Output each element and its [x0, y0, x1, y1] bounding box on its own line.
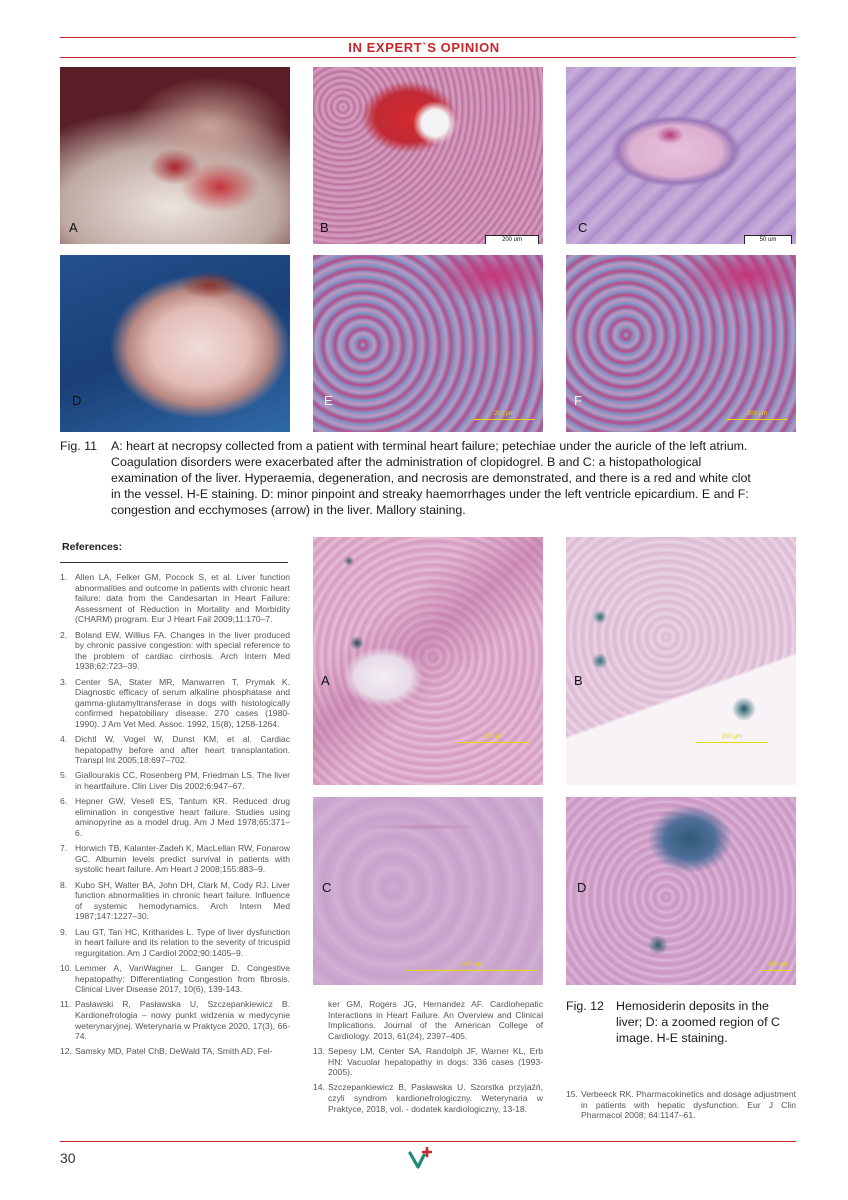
fig11-panel-d-letter: D [72, 393, 82, 408]
fig11-panel-b-letter: B [320, 220, 329, 235]
reference-item: 12. Samsky MD, Patel ChB, DeWald TA, Smith AD, Fel- [60, 1046, 273, 1057]
fig11-panel-c-letter: C [578, 220, 588, 235]
reference-item: ker GM, Rogers JG, Hernandez AF. Cardiohepatic Interactions in Heart Failure. An Overview and Clinical Implications. Journal of the American College of Cardiology. 2013, 61(24), 2397–405. [328, 999, 543, 1041]
fig12-panel-c-micrograph [313, 797, 543, 985]
fig11-panel-e-letter: E [324, 393, 333, 408]
fig11-panel-f-scale-bar: 200 µm [726, 410, 788, 420]
fig12-caption-label: Fig. 12 [566, 999, 604, 1013]
references-column-3 [566, 1089, 796, 1125]
fig12-panel-b-scale-bar: 200 µm [696, 733, 768, 743]
reference-item: 10. Lemmer A, VanWagner L. Ganger D. Congestive hepatopathy: Differentiating Congestion from fibrosis. Clinical Liver Disease 2017, 10(6), 139-143. [60, 962, 290, 995]
reference-item: 4. Dichtl W, Vogel W, Dunst KM, et al. Cardiac hepatopathy before and after heart transplantation. Transpl Int 2005;18:697–702. [60, 734, 290, 766]
fig12-panel-c-letter: C [322, 880, 332, 895]
reference-item: 3. Center SA, Stater MR, Manwarren T, Prymak K. Diagnostic efficacy of serum alkaline phosphatase and gamma-glutamyltransferase in dogs with histologically confirmed hepatobiliary disease: 270 cases (1980-1990). J Am Vet Med. Assoc. 1992, 15(8), 1258-1264. [60, 676, 290, 729]
reference-item: 9. Lau GT, Tan HC, Kritharides L. Type of liver dysfunction in heart failure and its relation to the severity of tricuspid regurgitation. Am J Cardiol 2002;90:1405–9. [60, 926, 290, 958]
references-heading: References: [62, 541, 123, 553]
reference-item: 11. Pasławski R, Pasławska U, Szczepankiewicz B. Kardionefrologia – nowy punkt widzenia w medycynie weterynaryjnej. Weterynaria w Praktyce 2020, 17(3), 66-74. [60, 999, 290, 1042]
fig11-panel-c-scale-bar: 50 um [744, 235, 792, 244]
fig11-panel-e-scale-bar: 200 µm [473, 410, 535, 420]
fig12-panel-d-micrograph [566, 797, 796, 985]
fig12-panel-c-scale-bar: 2.0 mm [405, 961, 537, 971]
fig12-panel-b-letter: B [574, 673, 583, 688]
fig11-panel-d-photo [60, 255, 290, 432]
fig11-panel-e-micrograph [313, 255, 543, 432]
fig11-panel-a-letter: A [69, 220, 78, 235]
reference-item: 5. Giallourakis CC, Rosenberg PM, Friedman LS. The liver in heartfailure. Clin Liver Dis 2002;6:947–67. [60, 770, 290, 792]
reference-item: 6. Hepner GW, Vesell ES, Tantum KR. Reduced drug elimination in congestive heart failure. Studies using aminopyrine as a model drug. Am J Med 1978;65:371–6. [60, 796, 290, 839]
fig11-panel-a-photo [60, 67, 290, 244]
fig12-panel-a-letter: A [321, 673, 330, 688]
reference-item: 8. Kubo SH, Walter BA, John DH, Clark M, Cody RJ. Liver function abnormalities in chronic heart failure. Influence of systemic hemodynamics. Arch Intern Med 1987;147:1227–30. [60, 879, 290, 922]
fig11-panel-c-micrograph [566, 67, 796, 244]
page-number: 30 [60, 1150, 76, 1166]
reference-item: 7. Horwich TB, Kalanter-Zadeh K, MacLellan RW, Fonarow GC. Albumin levels predict survival in patients with systolic heart failure. Am Heart J 2008;155:883–9. [60, 843, 290, 875]
header-rule-top [60, 37, 796, 38]
fig11-panel-f-micrograph [566, 255, 796, 432]
references-column-1 [60, 572, 290, 1061]
fig12-panel-a-scale-bar: 200 µm [458, 733, 530, 743]
fig12-panel-d-letter: D [577, 880, 587, 895]
publisher-logo-icon [408, 1147, 432, 1171]
reference-item: 13. Sepesy LM, Center SA, Randolph JF, Warner KL, Erb HN: Vacuolar hepatopathy in dogs: 336 cases (1993-2005). [313, 1045, 543, 1078]
fig11-caption-label: Fig. 11 [60, 439, 97, 453]
references-column-2 [313, 999, 543, 1119]
reference-item: 2. Boland EW, Willius FA. Changes in the liver produced by chronic passive congestion: with special reference to the problem of cardiac cirrhosis. Arch Intern Med 1938;62:723–39. [60, 629, 290, 672]
fig11-caption-text: A: heart at necropsy collected from a patient with terminal heart failure; petechiae under the auricle of the left atrium. Coagulation disorders were exacerbated after the administration of clopidogrel. B and C: a histopathological examination of the liver. Hyperaemia, degeneration, and necrosis are demonstrated, and there is a red and white clot in the vessel. H-E staining. D: minor pinpoint and streaky haemorrhages under the left ventricle epicardium. E and F: congestion and ecchymoses (arrow) in the liver. Mallory staining. [111, 439, 751, 517]
reference-item: 15. Verbeeck RK. Pharmacokinetics and dosage adjustment in patients with hepatic dysfunction. Eur J Clin Pharmacol 2008; 64:1147–61. [566, 1089, 796, 1121]
section-title: IN EXPERT`S OPINION [348, 40, 500, 55]
fig12-panel-b-micrograph [566, 537, 796, 785]
reference-item: 14. Szczepankiewicz B, Pasławska U. Szorstka przyjaźń, czyli syndrom kardionefrologiczny. Weterynaria w Praktyce, 2018, vol. - dodatek kardiologiczny, 13-18. [313, 1082, 543, 1114]
footer-rule [60, 1141, 796, 1142]
fig11-panel-b-micrograph [313, 67, 543, 244]
fig11-panel-f-letter: F [574, 393, 582, 408]
fig12-panel-a-micrograph [313, 537, 543, 785]
reference-item: 1. Allen LA, Felker GM, Pocock S, et al. Liver function abnormalities and outcome in patients with chronic heart failure: data from the Candesartan in Heart Failure: Assessment of Reduction in Mortality and Morbidity (CHARM) program. Eur J Heart Fail 2009;11:170–7. [60, 572, 290, 625]
references-rule [60, 562, 288, 563]
fig11-panel-b-scale-bar: 200 um [485, 235, 539, 244]
header-rule-bottom [60, 57, 796, 58]
fig12-panel-d-scale-bar: 500 µm [762, 961, 792, 971]
fig12-caption-text: Hemosiderin deposits in the liver; D: a zoomed region of C image. H-E staining. [616, 999, 780, 1045]
